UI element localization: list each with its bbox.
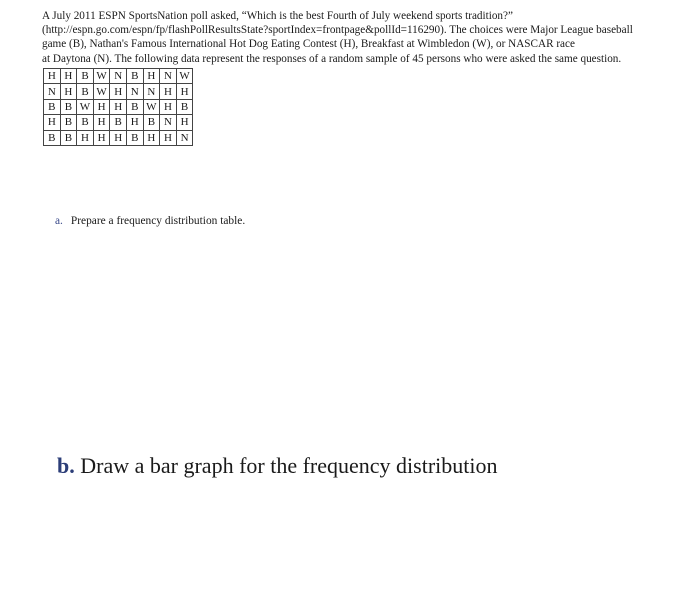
table-cell: H: [110, 99, 127, 114]
table-cell: H: [93, 115, 110, 130]
table-cell: B: [143, 115, 160, 130]
question-a-letter: a.: [55, 215, 63, 227]
table-cell: H: [77, 130, 94, 145]
table-cell: B: [77, 115, 94, 130]
table-cell: H: [126, 115, 143, 130]
table-cell: H: [176, 84, 193, 99]
intro-line: A July 2011 ESPN SportsNation poll asked, “Which is the best Fourth of July weekend sports tradition?”: [42, 10, 513, 22]
table-cell: H: [60, 84, 77, 99]
table-cell: H: [44, 115, 61, 130]
table-cell: N: [160, 115, 177, 130]
question-b-text: Draw a bar graph for the frequency distribution: [80, 453, 498, 478]
table-cell: H: [176, 115, 193, 130]
table-row: [44, 130, 193, 145]
intro-line: (http://espn.go.com/espn/fp/flashPollResultsState?sportIndex=frontpage&pollId=116290). The choices were Major League baseball: [42, 24, 633, 37]
table-cell: H: [143, 69, 160, 84]
table-row: [44, 99, 193, 114]
responses-table: [43, 68, 193, 146]
table-cell: B: [60, 115, 77, 130]
table-cell: B: [60, 130, 77, 145]
table-cell: N: [110, 69, 127, 84]
table-cell: H: [44, 69, 61, 84]
responses-table-body: [44, 69, 193, 146]
table-cell: W: [93, 69, 110, 84]
table-cell: B: [126, 130, 143, 145]
table-cell: H: [93, 99, 110, 114]
table-cell: B: [110, 115, 127, 130]
table-row: [44, 69, 193, 84]
table-cell: W: [176, 69, 193, 84]
table-cell: W: [93, 84, 110, 99]
intro-line: game (B), Nathan's Famous International Hot Dog Eating Contest (H), Breakfast at Wimbledon (W), or NASCAR race: [42, 38, 575, 51]
table-cell: B: [126, 69, 143, 84]
table-row: [44, 115, 193, 130]
table-cell: H: [160, 130, 177, 145]
table-cell: B: [44, 99, 61, 114]
table-cell: N: [143, 84, 160, 99]
table-cell: B: [126, 99, 143, 114]
table-cell: B: [176, 99, 193, 114]
table-cell: W: [143, 99, 160, 114]
table-row: [44, 84, 193, 99]
table-cell: H: [160, 84, 177, 99]
question-a-text: Prepare a frequency distribution table.: [70, 215, 246, 227]
table-cell: N: [44, 84, 61, 99]
table-cell: N: [126, 84, 143, 99]
table-cell: H: [93, 130, 110, 145]
table-cell: H: [110, 84, 127, 99]
problem-intro: [42, 9, 682, 66]
table-cell: N: [176, 130, 193, 145]
table-cell: H: [110, 130, 127, 145]
question-b-letter: b.: [57, 453, 75, 478]
table-cell: H: [160, 99, 177, 114]
table-cell: N: [160, 69, 177, 84]
table-cell: H: [143, 130, 160, 145]
table-cell: H: [60, 69, 77, 84]
table-cell: W: [77, 99, 94, 114]
table-cell: B: [77, 69, 94, 84]
question-b: [57, 453, 498, 479]
table-cell: B: [44, 130, 61, 145]
intro-line: at Daytona (N). The following data represent the responses of a random sample of 45 persons who were asked the same question.: [42, 52, 622, 65]
table-cell: B: [60, 99, 77, 114]
table-cell: B: [77, 84, 94, 99]
question-a: [55, 215, 245, 227]
